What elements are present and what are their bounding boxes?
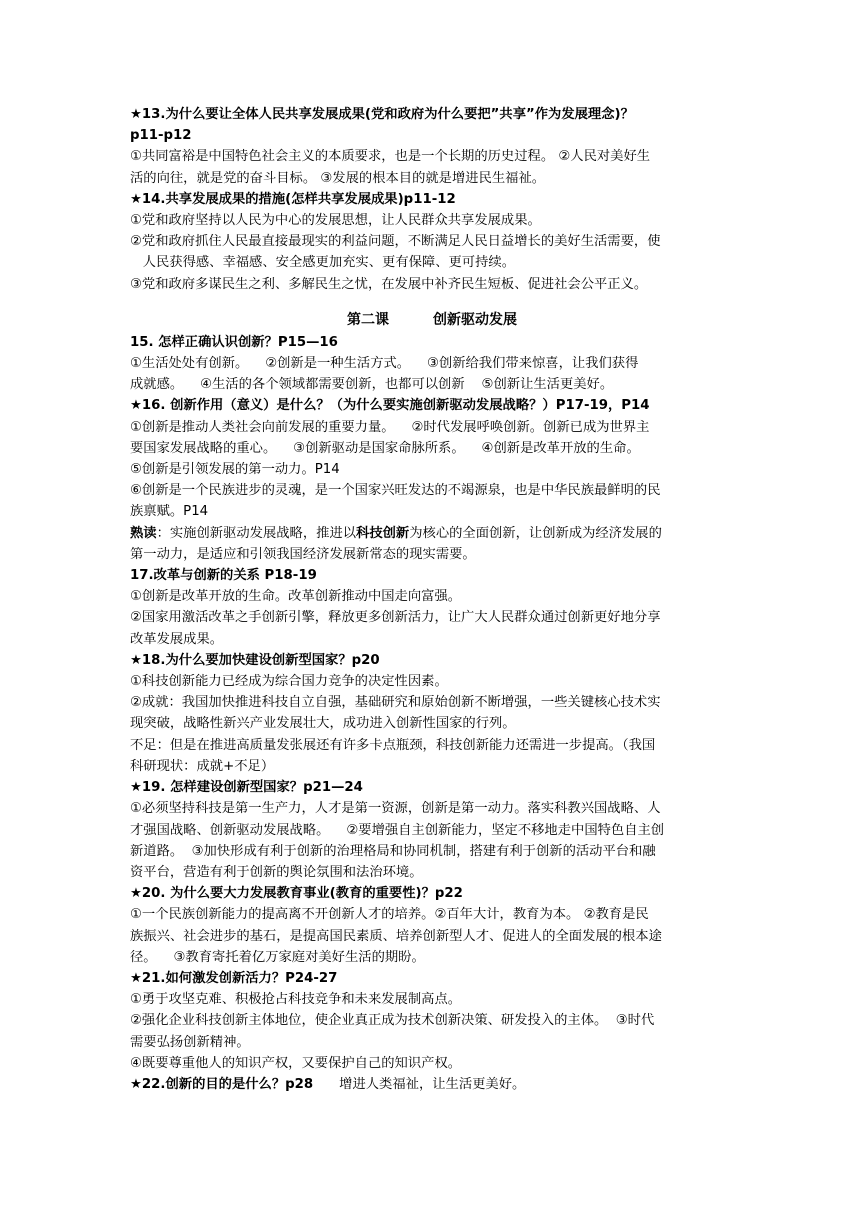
question-22 [130,1074,734,1095]
answer-line: ①党和政府坚持以人民为中心的发展思想，让人民群众共享发展成果。 [130,213,541,229]
question-16 [130,395,734,565]
answer-line: ③党和政府多谋民生之利、多解民生之忧，在发展中补齐民生短板、促进社会公平正义。 [130,276,648,292]
question-heading: ★13.为什么要让全体人民共享发展成果(党和政府为什么要把”共享”作为发展理念)？ [130,107,634,122]
answer-line: ①勇于攻坚克难、积极抢占科技竞争和未来发展制高点。 [130,992,462,1008]
spacer [130,295,734,305]
answer-line: ①一个民族创新能力的提高离不开创新人才的培养。②百年大计，教育为本。 ②教育是民 [130,907,649,923]
answer-line: 径。 ③教育寄托着亿万家庭对美好生活的期盼。 [130,949,425,965]
answer-line: ①必须坚持科技是第一生产力，人才是第一资源，创新是第一动力。落实科教兴国战略、人 [130,801,661,817]
lesson-number: 第二课 [347,311,389,328]
answer-line: 现突破，战略性新兴产业发展壮大，成功进入创新性国家的行列。 [130,716,516,732]
answer-line: 活的向往，就是党的奋斗目标。 ③发展的根本目的就是增进民生福祉。 [130,170,546,186]
answer-line: ①创新是改革开放的生命。改革创新推动中国走向富强。 [130,589,462,605]
shudu-label: 熟读 [130,525,157,541]
answer-line: ②国家用激活改革之手创新引擎，释放更多创新活力，让广大人民群众通过创新更好地分享 [130,610,661,626]
lesson-title [130,309,734,331]
answer-line: ⑥创新是一个民族进步的灵魂，是一个国家兴旺发达的不竭源泉，也是中华民族最鲜明的民 [130,483,661,499]
answer-line: ⑤创新是引领发展的第一动力。P14 [130,462,340,478]
question-21 [130,968,734,1074]
question-heading: ★18.为什么要加快建设创新型国家？p20 [130,652,380,668]
shudu-text: 为核心的全面创新，让创新成为经济发展的 [409,525,662,541]
answer-line: 族禀赋。P14 [130,504,209,520]
lesson-name: 创新驱动发展 [433,311,517,328]
question-19 [130,777,734,883]
answer-line: 改革发展成果。 [130,631,224,647]
answer-line: 才强国战略、创新驱动发展战略。 ②要增强自主创新能力，坚定不移地走中国特色自主创 [130,822,665,838]
question-heading-with-answer [130,1074,734,1095]
answer-line: 需要弘扬创新精神。 [130,1034,250,1050]
answer-line: 资平台，营造有利于创新的舆论氛围和法治环境。 [130,864,423,880]
answer-line: 科研现状：成就+不足） [130,758,275,774]
answer-text: 增进人类福祉，让生活更美好。 [339,1076,526,1092]
answer-line: ②强化企业科技创新主体地位，使企业真正成为技术创新决策、研发投入的主体。 ③时代 [130,1013,655,1029]
question-20 [130,883,734,968]
answer-line: ①生活处处有创新。 ②创新是一种生活方式。 ③创新给我们带来惊喜，让我们获得 [130,356,639,372]
question-heading: 15. 怎样正确认识创新？P15—16 [130,334,338,350]
question-heading-pages: p11-p12 [130,128,192,144]
answer-line: 成就感。 ④生活的各个领域都需要创新，也都可以创新 ⑤创新让生活更美好。 [130,377,614,393]
answer-line: ①科技创新能力已经成为综合国力竞争的决定性因素。 [130,674,448,690]
answer-line: ①共同富裕是中国特色社会主义的本质要求，也是一个长期的历史过程。 ②人民对美好生 [130,149,651,165]
question-heading: ★20. 为什么要大力发展教育事业(教育的重要性)？p22 [130,886,463,902]
answer-line: 不足：但是在推进高质量发张展还有许多卡点瓶颈，科技创新能力还需进一步提高。（我国 [130,737,656,753]
shudu-note [130,523,734,544]
document-page [130,104,734,1095]
question-18 [130,650,734,777]
shudu-text: ：实施创新驱动发展战略，推进以 [156,525,357,541]
answer-line: ①创新是推动人类社会向前发展的重要力量。 ②时代发展呼唤创新。创新已成为世界主 [130,419,650,435]
question-15 [130,332,734,396]
question-13 [130,104,734,189]
answer-line: ②成就：我国加快推进科技自立自强，基础研究和原始创新不断增强，一些关键核心技术实 [130,695,661,711]
answer-line: 新道路。 ③加快形成有利于创新的治理格局和协同机制，搭建有利于创新的活动平台和融 [130,843,656,859]
answer-line: ④既要尊重他人的知识产权，又要保护自己的知识产权。 [130,1055,462,1071]
question-heading: ★21.如何激发创新活力？P24-27 [130,970,338,986]
shudu-keyword: 科技创新 [356,525,410,541]
question-heading: 17.改革与创新的关系 P18-19 [130,568,317,584]
question-heading: ★16. 创新作用（意义）是什么？（为什么要实施创新驱动发展战略？）P17-19，P14 [130,398,650,414]
answer-line: 人民获得感、幸福感、安全感更加充实、更有保障、更可持续。 [130,255,515,271]
question-heading: ★14.共享发展成果的措施(怎样共享发展成果)p11-12 [130,191,456,207]
question-heading: ★22.创新的目的是什么？p28 [130,1076,314,1092]
question-17 [130,565,734,650]
answer-line: ②党和政府抓住人民最直接最现实的利益问题，不断满足人民日益增长的美好生活需要，使 [130,234,661,250]
question-14 [130,189,734,295]
answer-line: 族振兴、社会进步的基石，是提高国民素质、培养创新型人才、促进人的全面发展的根本途 [130,928,662,944]
question-heading: ★19. 怎样建设创新型国家？p21—24 [130,780,363,796]
answer-line: 要国家发展战略的重心。 ③创新驱动是国家命脉所系。 ④创新是改革开放的生命。 [130,440,640,456]
shudu-text-line2: 第一动力，是适应和引领我国经济发展新常态的现实需要。 [130,546,476,562]
